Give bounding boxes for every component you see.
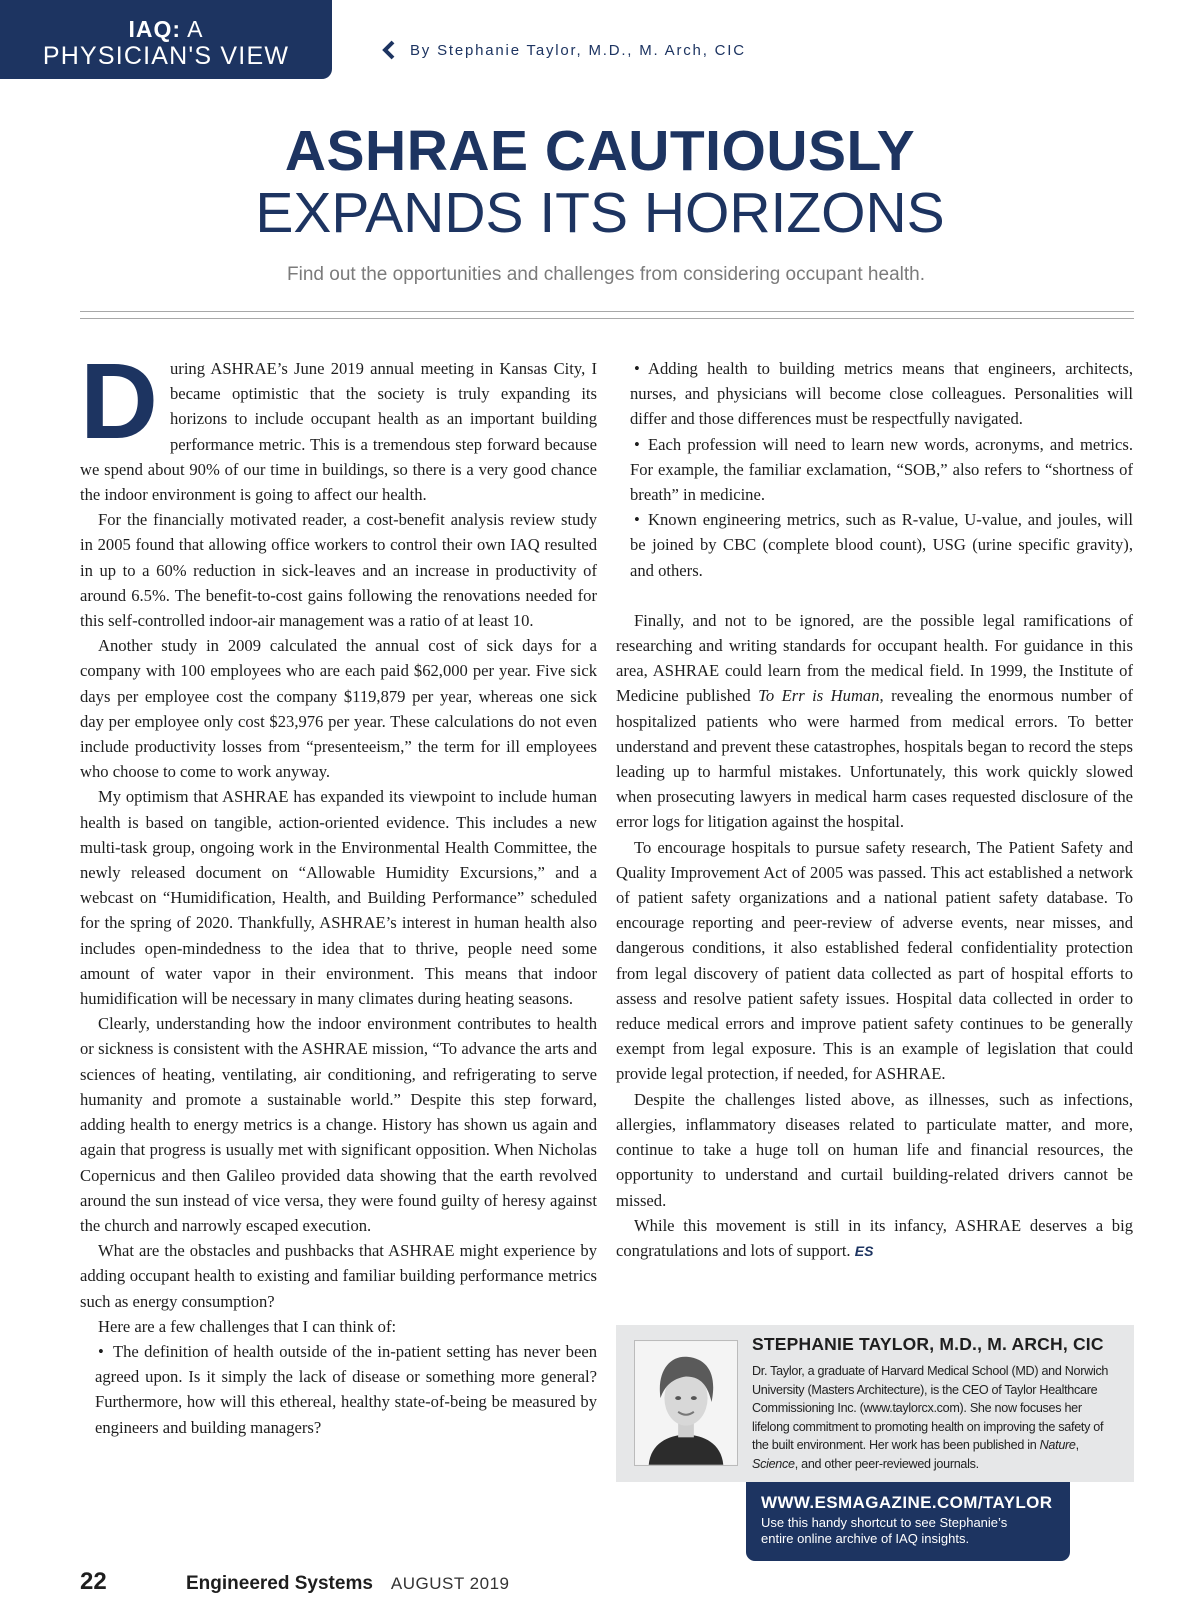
headline-line1: ASHRAE CAUTIOUSLY xyxy=(284,119,916,183)
paragraph-10: Despite the challenges listed above, as illnesses, such as infections, allergies, inflammatory diseases related to particulate matter, and more, continue to take a huge toll on human life and financial resources, the opportunity to understand and curtail building-related drivers cannot be missed. xyxy=(616,1089,1133,1210)
magazine-name: Engineered Systems xyxy=(186,1573,373,1594)
byline xyxy=(382,40,746,60)
divider-top xyxy=(80,311,1134,312)
paragraph-8: Finally, and not to be ignored, are the possible legal ramifications of researching and writing standards for occupant health. For guidance in this area, ASHRAE could learn from the medical field. In 1999, the Institute of Medicine published To Err is Human, revealing the enormous number of hospitalized patients who were harmed from medical errors. To better understand and prevent these catastrophes, hospitals began to record the steps leading up to harmful mistakes. Unfortunately, this work quickly slowed when prosecuting lawyers in medical harm cases requested disclosure of the error logs for litigation against the hospital. xyxy=(616,610,1133,832)
section-tab xyxy=(0,0,332,79)
archive-url-link[interactable]: WWW.ESMAGAZINE.COM/TAYLOR xyxy=(761,1493,1053,1512)
archive-link-box[interactable] xyxy=(746,1482,1070,1561)
bullet-item: • Each profession will need to learn new words, acronyms, and metrics. For example, the familiar exclamation, “SOB,” also refers to “shortness of breath” in medicine. xyxy=(630,434,1133,505)
author-name: STEPHANIE TAYLOR, M.D., M. ARCH, CIC xyxy=(752,1334,1104,1354)
paragraph-7: Here are a few challenges that I can think of: xyxy=(98,1316,397,1336)
bullet-item: • Adding health to building metrics means that engineers, architects, nurses, and physicians will become close colleagues. Personalities will differ and those differences must be respectfully navigated. xyxy=(630,359,1133,429)
paragraph-11: While this movement is still in its infancy, ASHRAE deserves a big congratulations and lots of support. ES xyxy=(616,1215,1133,1260)
headline-line2: EXPANDS ITS HORIZONS xyxy=(255,181,945,245)
drop-cap: D xyxy=(80,340,158,461)
section-label-line1: IAQ: A xyxy=(128,16,204,42)
author-bio-box xyxy=(616,1325,1134,1482)
deck-subtitle: Find out the opportunities and challenges from considering occupant health. xyxy=(287,264,925,285)
page-footer xyxy=(80,1568,510,1596)
section-label-line2: PHYSICIAN'S VIEW xyxy=(42,42,290,70)
article-column-left xyxy=(80,340,597,1440)
paragraph-1: During ASHRAE’s June 2019 annual meeting in Kansas City, I became optimistic that the society is truly expanding its horizons to include occupant health as an important building performance metric. This is a tremendous step forward because we spend about 90% of our time in buildings, so there is a very good chance the indoor environment is going to affect our health. xyxy=(80,340,597,505)
paragraph-3: Another study in 2009 calculated the annual cost of sick days for a company with 100 employees who are each paid $62,000 per year. Five sick days per employee cost the company $119,879 per year, whereas one sick day per employee only cost $23,976 per year. These calculations do not even include productivity losses from “presenteeism,” the term for ill employees who choose to come to work anyway. xyxy=(80,636,597,782)
bullet-item: • The definition of health outside of the in-patient setting has never been agreed upon. Is it simply the lack of disease or something more general? Furthermore, how will this ethereal, healthy state-of-being be measured by engineers and building managers? xyxy=(95,1341,597,1437)
issue-date: AUGUST 2019 xyxy=(390,1574,510,1593)
page-number: 22 xyxy=(80,1568,107,1595)
bullet-item: • Known engineering metrics, such as R-value, U-value, and joules, will be joined by CBC (complete blood count), USG (urine specific gravity), and others. xyxy=(630,510,1133,580)
paragraph-4: My optimism that ASHRAE has expanded its viewpoint to include human health is based on tangible, action-oriented evidence. This includes a new multi-task group, ongoing work in the Environmental Health Committee, the newly released document on “Allowable Humidity Excursions,” and a webcast on “Humidification, Health, and Building Performance” scheduled for the spring of 2020. Thankfully, ASHRAE’s interest in human health also includes open-mindedness to the idea that to thrive, people need some amount of water vapor in their environment. This means that indoor humidification will be necessary in many climates during heating seasons. xyxy=(80,787,597,1009)
author-photo xyxy=(634,1340,738,1466)
article-column-right xyxy=(616,356,1133,1264)
archive-description: Use this handy shortcut to see Stephanie’s entire online archive of IAQ insights. xyxy=(761,1515,1008,1546)
paragraph-6: What are the obstacles and pushbacks that ASHRAE might experience by adding occupant health to existing and familiar building performance metrics such as energy consumption? xyxy=(80,1241,597,1311)
author-bio-text: Dr. Taylor, a graduate of Harvard Medical School (MD) and Norwich University (Masters Architecture), is the CEO of Taylor Healthcare Commissioning Inc. (www.taylorcx.com). She now focuses her lifelong commitment to promoting health on improving the safety of the built environment. Her work has been published in Nature, Science, and other peer-reviewed journals. xyxy=(752,1364,1109,1471)
chevron-left-icon xyxy=(382,40,396,60)
byline-text: By Stephanie Taylor, M.D., M. Arch, CIC xyxy=(410,41,746,59)
paragraph-2: For the financially motivated reader, a cost-benefit analysis review study in 2005 found that allowing office workers to control their own IAQ resulted in up to a 60% reduction in sick-leaves and an increase in productivity of around 6.5%. The benefit-to-cost gains following the renovations needed for this self-controlled indoor-air management was a ratio of at least 10. xyxy=(80,510,597,631)
paragraph-5: Clearly, understanding how the indoor environment contributes to health or sickness is consistent with the ASHRAE mission, “To advance the arts and sciences of heating, ventilating, air conditioning, and refrigerating to serve humanity and promote a sustainable world.” Despite this step forward, adding health to energy metrics is a change. History has shown us again and again that progress is usually met with significant opposition. When Nicholas Copernicus and then Galileo provided data showing that the earth revolved around the sun instead of vice versa, they were found guilty of heresy against the church and narrowly escaped execution. xyxy=(80,1014,597,1235)
paragraph-9: To encourage hospitals to pursue safety research, The Patient Safety and Quality Improvement Act of 2005 was passed. This act established a network of patient safety organizations and a national patient safety database. To encourage reporting and peer-review of adverse events, near misses, and dangerous conditions, it also established federal confidentiality protection from legal discovery of patient data collected as part of hospital efforts to assess and resolve patient safety issues. Hospital data collected in order to reduce medical errors and improve patient safety continues to be generally exempt from legal exposure. This is an example of legislation that could provide legal protection, if needed, for ASHRAE. xyxy=(616,837,1133,1084)
divider-bottom xyxy=(80,318,1134,319)
end-mark: ES xyxy=(854,1242,874,1259)
